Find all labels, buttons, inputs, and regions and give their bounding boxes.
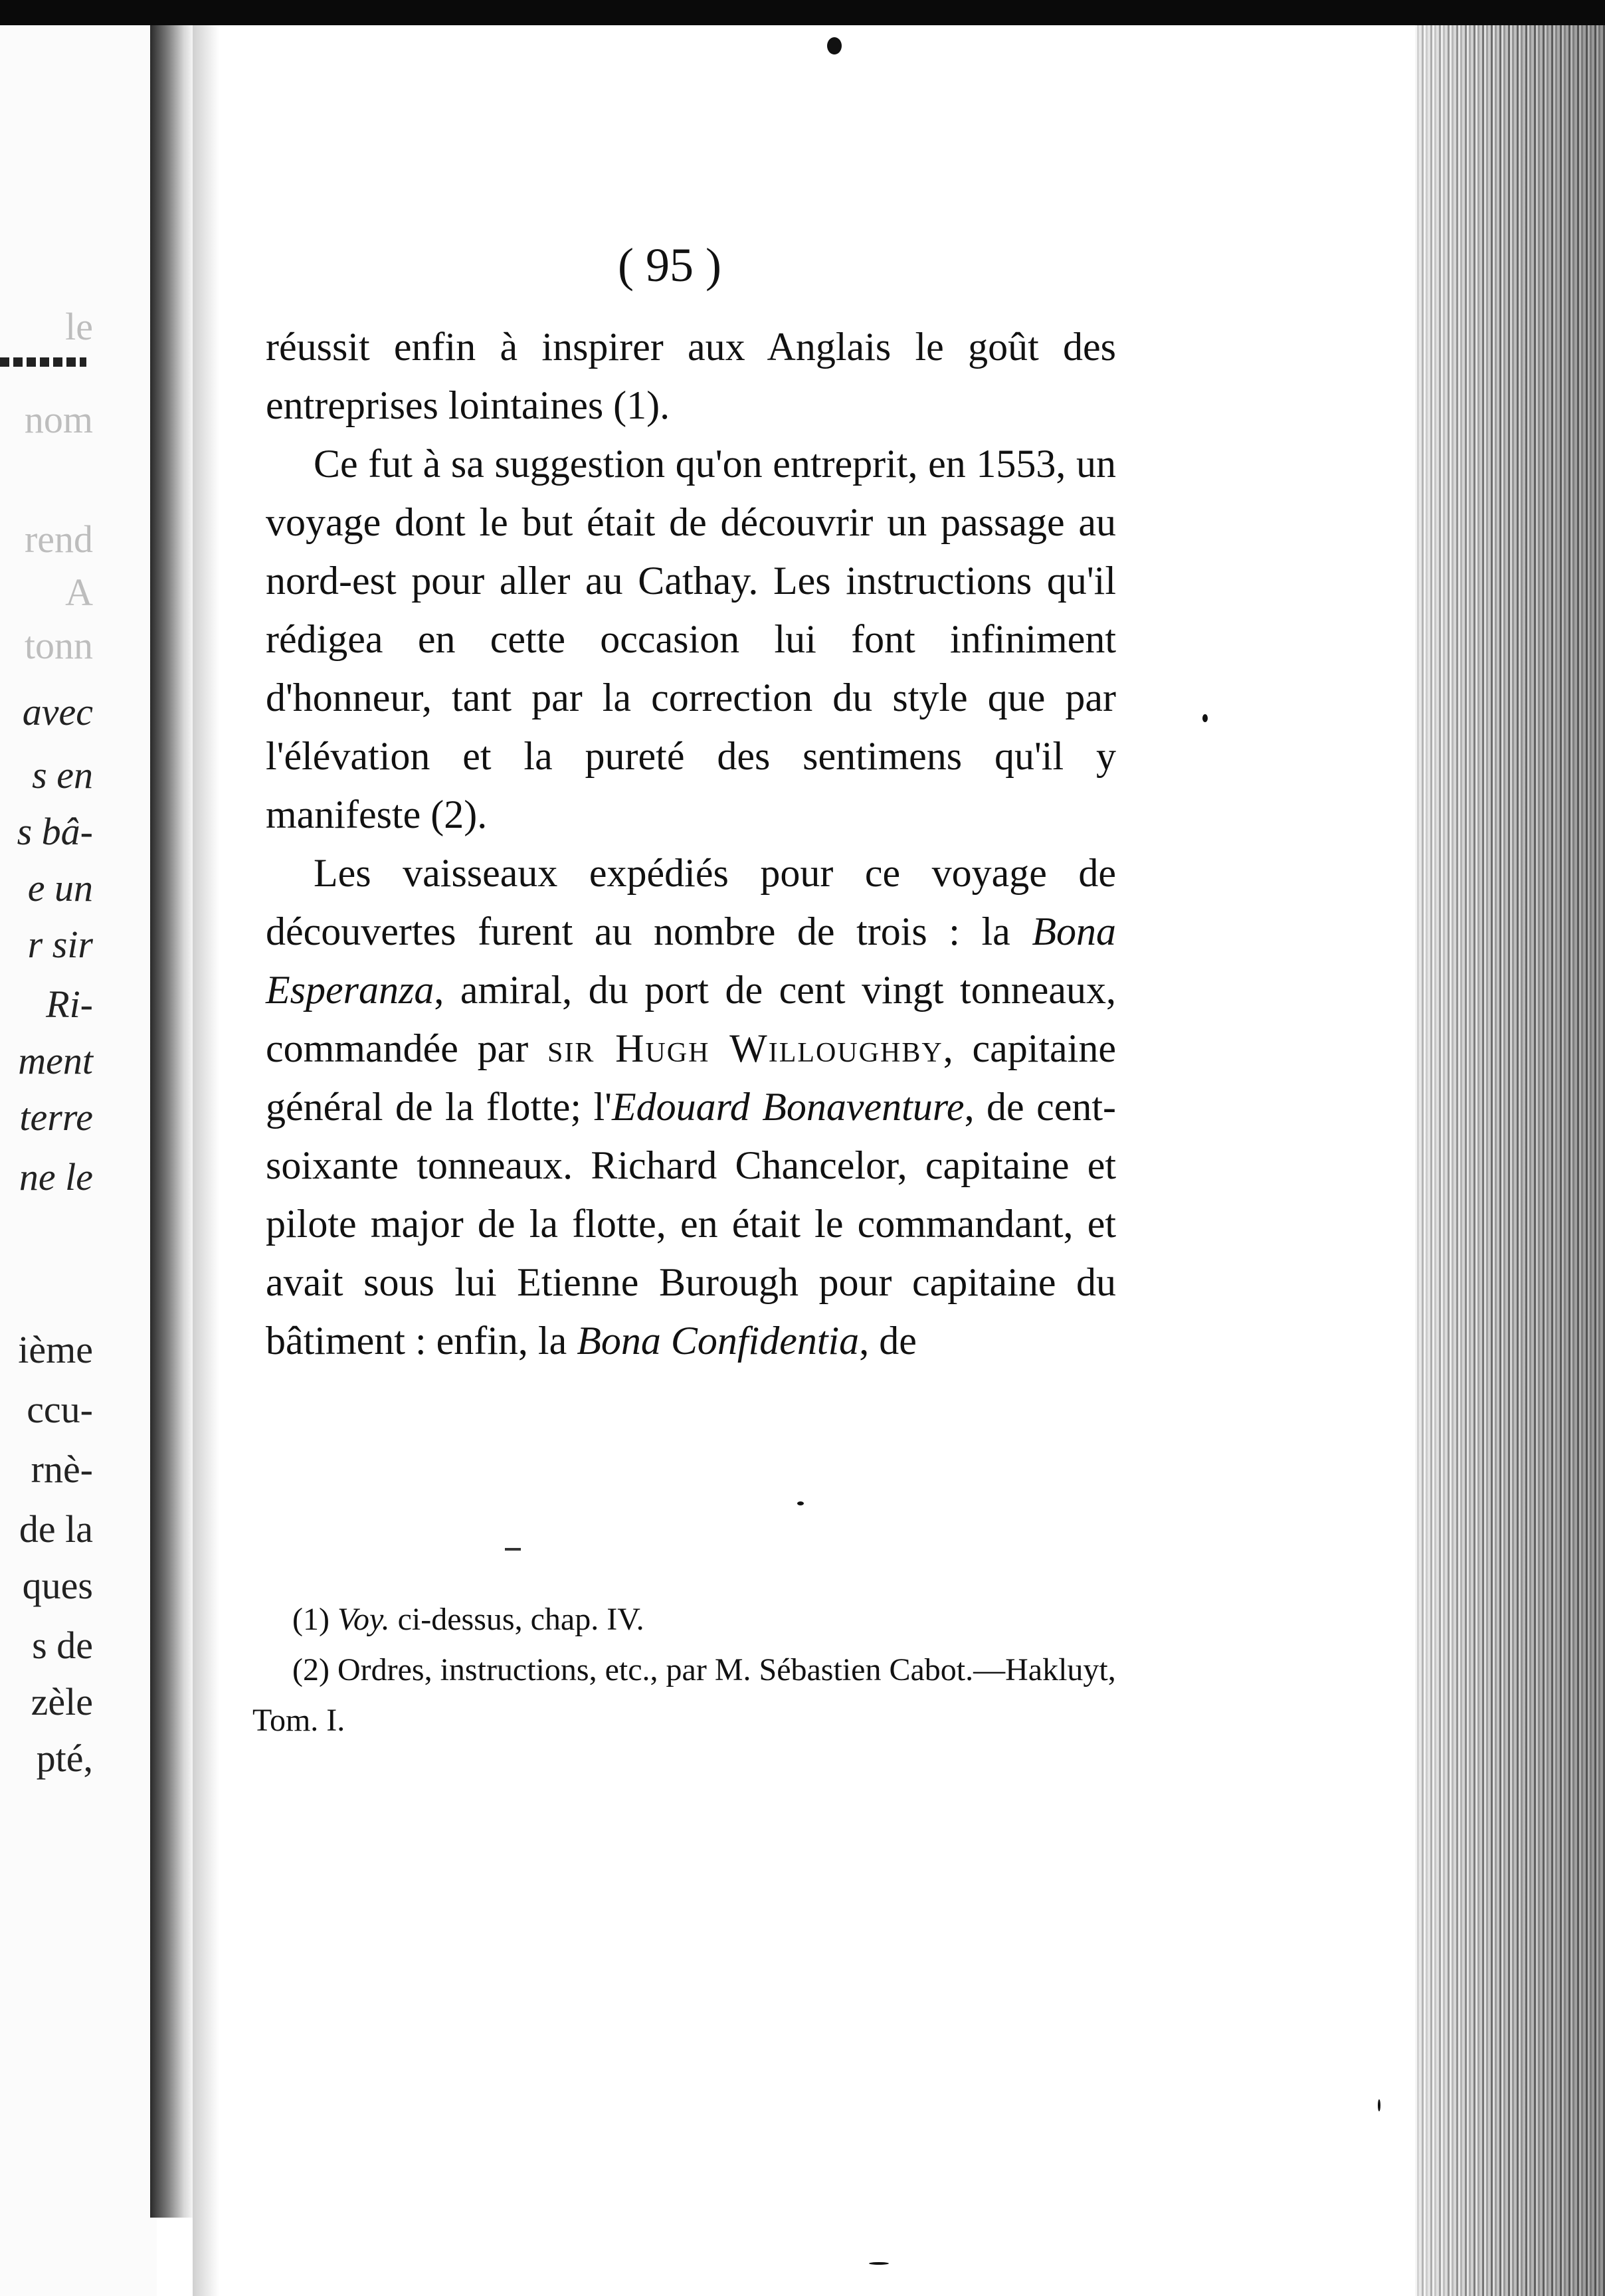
ship-name-bona-esperanza: Bona Esperanza — [266, 909, 1116, 1012]
footnote-1-italic: Voy. — [337, 1602, 390, 1637]
left-line-6: Ri- — [46, 983, 93, 1026]
scan-speck — [797, 1501, 804, 1505]
left-line-15: s de — [32, 1624, 93, 1667]
ship-name-edouard-bonaventure: Edouard Bonaventure — [612, 1085, 965, 1129]
scan-speck — [869, 2262, 889, 2265]
ship-name-bona-confidentia: Bona Confidentia — [577, 1319, 860, 1363]
left-line-10: ième — [18, 1328, 93, 1371]
scan-speck — [827, 37, 842, 54]
footnote-1-text: ci-dessus, chap. IV. — [389, 1602, 644, 1637]
footnote-2-mark: (2) — [292, 1652, 337, 1687]
scan-top-border — [0, 0, 1605, 25]
scan-speck — [1378, 2099, 1380, 2111]
faint-line: tonn — [24, 624, 93, 667]
footnote-2-text: Ordres, instructions, etc., par M. Sébastien Cabot.—Hakluyt, Tom. I. — [252, 1652, 1116, 1738]
left-line-7: ment — [18, 1039, 93, 1082]
body-text — [266, 318, 1116, 1370]
paragraph-3-text-c: , capitaine général de la flotte; l' — [266, 1026, 1116, 1129]
left-line-12: rnè- — [31, 1448, 93, 1491]
footnote-2 — [252, 1645, 1116, 1746]
faint-line: A — [65, 571, 93, 614]
page-number: ( 95 ) — [618, 239, 721, 292]
footnote-1-mark: (1) — [292, 1602, 337, 1637]
left-line-9: ne le — [19, 1155, 93, 1198]
paragraph-3-text-b: , amiral, du port de cent vingt tonneaux, commandée par — [266, 968, 1116, 1070]
page-edges-texture — [1415, 25, 1605, 2296]
footnote-separator — [505, 1548, 521, 1551]
paragraph-3 — [266, 844, 1116, 1370]
left-line-13: de la — [19, 1507, 93, 1551]
paragraph-1 — [266, 318, 1116, 434]
footnotes — [252, 1594, 1116, 1746]
left-line-16: zèle — [31, 1680, 93, 1723]
left-line-5: r sir — [27, 923, 93, 966]
left-line-2: s en — [32, 753, 93, 797]
scan-speck — [1202, 714, 1208, 722]
faint-line: le — [65, 305, 93, 348]
left-line-17: pté, — [36, 1737, 93, 1780]
left-line-3: s bâ- — [17, 810, 93, 853]
faint-line: rend — [24, 518, 93, 561]
left-line-14: ques — [22, 1564, 93, 1607]
footnote-1 — [252, 1594, 1116, 1645]
gutter-shadow — [193, 25, 219, 2296]
paragraph-3-text-e: , de — [859, 1319, 917, 1363]
paragraph-2 — [266, 434, 1116, 844]
faint-line: nom — [24, 398, 93, 441]
captain-name: sir Hugh Willoughby — [547, 1026, 943, 1070]
book-spine-shadow — [150, 25, 193, 2218]
facing-page-fragment — [0, 25, 157, 2296]
paragraph-1-text: réussit enfin à inspirer aux Anglais le goût des entreprises lointaines (1). — [266, 325, 1116, 427]
paragraph-3-text-d: , de cent-soixante tonneaux. Richard Chancelor, capitaine et pilote major de la flotte, en était le commandant, et avait sous lui Etienne Burough pour capitaine du bâtiment : enfin, la — [266, 1085, 1117, 1363]
paragraph-2-text: Ce fut à sa suggestion qu'on entreprit, en 1553, un voyage dont le but était de découvrir un passage au nord-est pour aller au Cathay. Les instructions qu'il rédigea en cette occasion lui font infiniment d'honneur, tant par la correction du style que par l'élévation et la pureté des sentimens qu'il y manifeste (2). — [266, 442, 1116, 836]
left-line-8: terre — [19, 1096, 93, 1139]
left-line-11: ccu- — [27, 1388, 93, 1431]
left-line-4: e un — [27, 866, 93, 909]
left-line-1: avec — [22, 690, 93, 733]
paragraph-3-text-a: Les vaisseaux expédiés pour ce voyage de découvertes furent au nombre de trois : la — [266, 851, 1116, 953]
ornament-rule — [0, 357, 86, 367]
